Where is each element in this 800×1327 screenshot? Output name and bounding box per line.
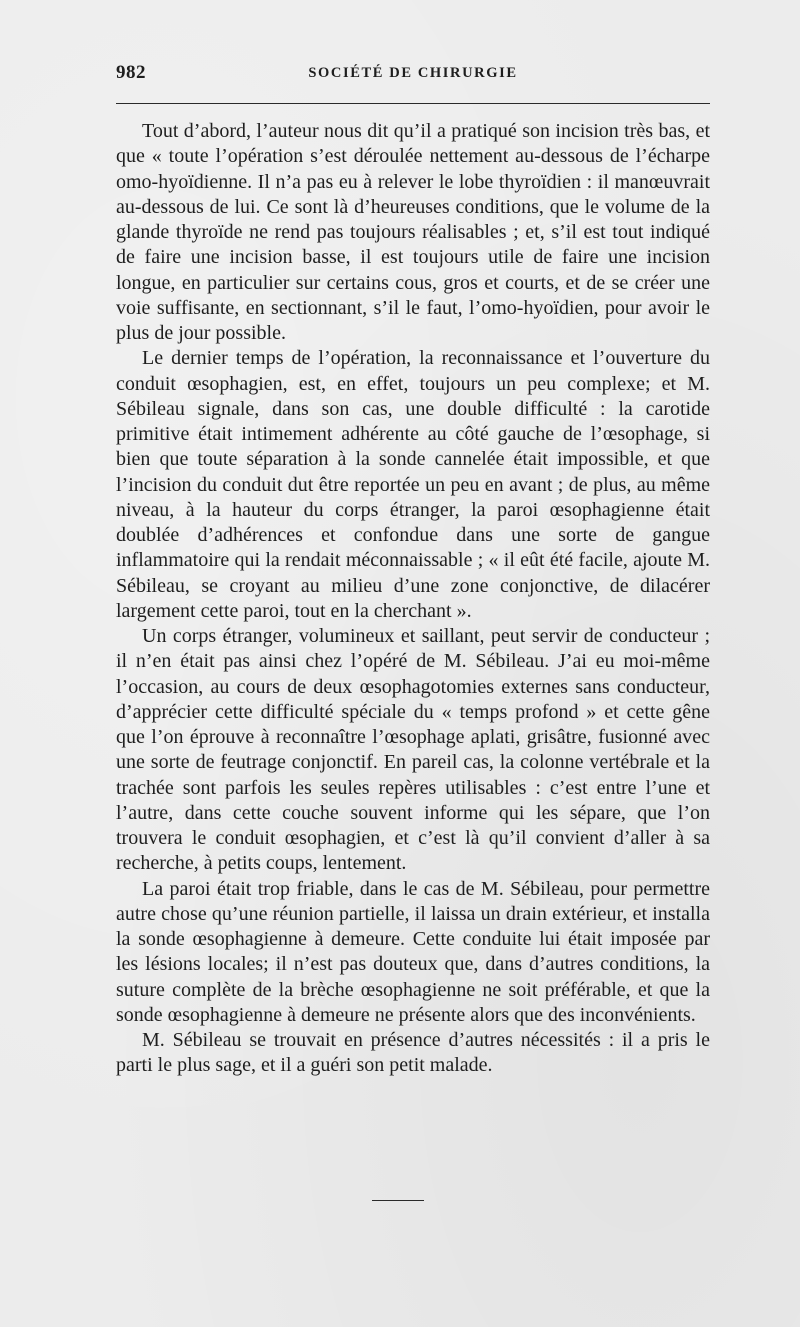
header-rule <box>116 103 710 104</box>
paragraph: Un corps étranger, volumineux et saillant, peut servir de conducteur ; il n’en était pas ainsi chez l’opéré de M. Sébileau. J’ai eu moi-même l’occasion, au cours de deux œsophagotomies externes sans conducteur, d’apprécier cette difficulté spéciale du « temps profond » et cette gêne que l’on éprouve à reconnaître l’œsophage aplati, grisâtre, fusionné avec une sorte de feutrage conjonctif. En pareil cas, la colonne vertébrale et la trachée sont parfois les seules repères utilisables : c’est entre l’une et l’autre, dans cette couche souvent informe qui les sépare, que l’on trouvera le conduit œsophagien, et c’est là qu’il convient d’aller à sa recherche, à petits coups, lentement. <box>116 625 710 875</box>
running-title: SOCIÉTÉ DE CHIRURGIE <box>308 65 518 81</box>
paragraph: M. Sébileau se trouvait en présence d’autres nécessités : il a pris le parti le plus sage, et il a guéri son petit malade. <box>116 1029 710 1077</box>
end-rule <box>372 1200 424 1201</box>
paragraph: Tout d’abord, l’auteur nous dit qu’il a pratiqué son incision très bas, et que « toute l’opération s’est déroulée nettement au-dessous de l’écharpe omo-hyoïdienne. Il n’a pas eu à relever le lobe thyroïdien : il manœuvrait au-dessous de lui. Ce sont là d’heureuses conditions, que le volume de la glande thyroïde ne rend pas toujours réalisables ; et, s’il est tout indiqué de faire une incision basse, il est toujours utile de faire une incision longue, en particulier sur certains cous, gros et courts, et de se créer une voie suffisante, en sectionnant, s’il le faut, l’omo-hyoïdien, pour avoir le plus de jour possible. <box>116 120 710 344</box>
paragraph: La paroi était trop friable, dans le cas de M. Sébileau, pour permettre autre chose qu’une réunion partielle, il laissa un drain extérieur, et installa la sonde œsophagienne à demeure. Cette conduite lui était imposée par les lésions locales; il n’est pas douteux que, dans d’autres conditions, la suture complète de la brèche œsophagienne ne soit préférable, et que la sonde œsophagienne à demeure ne présente alors que des inconvénients. <box>116 877 710 1026</box>
running-header <box>116 62 710 92</box>
paragraph: Le dernier temps de l’opération, la reconnaissance et l’ouverture du conduit œsophagien, est, en effet, toujours un peu complexe; et M. Sébileau signale, dans son cas, une double difficulté : la carotide primitive était intimement adhérente au côté gauche de l’œsophage, si bien que toute séparation à la sonde cannelée était impossible, et que l’incision du conduit dut être reportée un peu en avant ; de plus, au même niveau, à la hauteur du corps étranger, la paroi œsophagienne était doublée d’adhérences et confondue dans une sorte de gangue inflammatoire qui la rendait méconnaissable ; « il eût été facile, ajoute M. Sébileau, se croyant au milieu d’une zone conjonctive, de dilacérer largement cette paroi, tout en la cherchant ». <box>116 347 710 622</box>
body-text <box>116 119 710 1079</box>
page-number: 982 <box>116 62 146 83</box>
